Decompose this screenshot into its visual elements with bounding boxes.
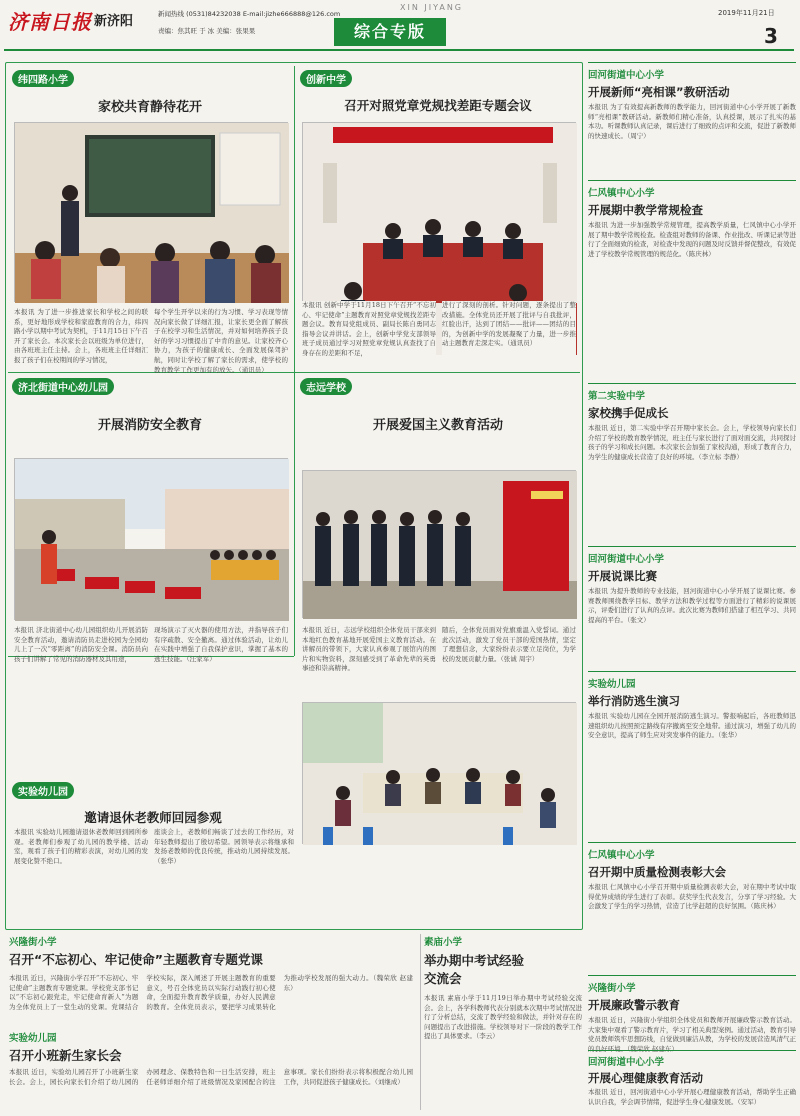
article-title: 开展廉政警示教育 [588,998,680,1012]
fire-safety-photo [14,458,288,620]
section-title: 综合专版 [353,22,426,41]
article-body: 本报讯 为了有效提高新教师的教学能力，回河街道中心小学开展了新教师“亮相课”教研活动。新教师们精心准备，认真授课，展示了扎实的基本功。听课教师认真记录，课后进行了细致的点评和交流，促进了新教师的快速成长。（周宁） [588,103,796,140]
article-title: 开展爱国主义教育活动 [372,418,503,433]
article-title: 举行消防逃生演习 [588,694,680,708]
article-dier-parents [588,383,796,543]
staff-credits: 责编：焦其旺 于 冰 美编：张果果 [158,27,256,35]
article-title: 召开期中质量检测表彰大会 [588,865,726,879]
article-chuangxin [296,66,580,370]
article-title: 召开“不忘初心、牢记使命”主题教育专题党课 [9,952,263,967]
pinyin-header: XIN JIYANG [400,3,464,12]
article-body: 本报讯 素庙小学于11月19日举办期中考试经验交流会。会上，各学科教师代表分别就本次期中考试情况进行了分析总结，交流了教学经验和做法，并针对存在的问题提出了改进措施。学校领导对下一阶段的教学工作提出了具体要求。（李云） [424,994,582,1041]
classroom-photo [14,122,288,302]
school-tag: 兴隆街小学 [588,983,636,994]
article-body: 本报讯 近日，兴隆街小学召开“不忘初心、牢记使命”主题教育专题党课。学校党支部书记以“不忘初心跟党走，牢记使命育新人”为题为全体党员上了一堂生动的党课。党课结合学校实际，深入阐述了开展主题教育的重要意义，号召全体党员以实际行动践行初心使命，全面提升教育教学质量，办好人民满意的教育。全体党员表示，要把学习成果转化为推动学校发展的强大动力。（魏荣欣 赵建东） [9,974,413,1011]
article-shiyan-drill [588,671,796,839]
article-body: 本报讯 近日，回河街道中心小学开展心理健康教育活动，帮助学生正确认识自我，学会调节情绪，促进学生身心健康发展。（安军） [588,1088,796,1106]
school-tag: 回河街道中心小学 [588,1057,665,1068]
masthead-rule [4,49,794,51]
school-tag: 创新中学 [300,70,352,87]
article-title: 开展期中教学常规检查 [588,203,703,217]
retired-teachers-photo-art [303,703,577,845]
page-number: 3 [764,24,778,48]
article-xinglong-integrity [588,975,796,1053]
article-huixiang-lecture [588,546,796,668]
school-tag: 仁风镇中心小学 [588,850,655,861]
article-title: 开展消防安全教育 [97,418,202,433]
right-column [588,62,796,1112]
issue-date: 2019年11月21日 [718,9,775,17]
article-body-right: 座谈会上，老教师们畅谈了过去的工作经历，对年轻教师提出了殷切希望。园领导表示将继承和发扬老教师的优良传统，推动幼儿园持续发展。（张华） [154,828,294,865]
article-huixiang-mental [588,1050,796,1112]
article-title: 开展心理健康教育活动 [588,1071,703,1085]
school-tag: 仁风镇中心小学 [588,188,655,199]
article-body-left: 本报讯 为了进一步推进家长和学校之间的联系，更好地形成学校和家庭教育的合力，纬四路小学以期中考试为契机，于11月15日下午召开了家长会。本次家长会以班级为单位进行，由各班班主任主持。会上，各班班主任详细汇报了孩子们在校期间的学习情况， [14,308,148,364]
article-shiyan-parents [5,1030,417,1112]
fire-safety-photo-art [15,459,289,621]
school-tag: 素庙小学 [424,937,463,948]
article-renfeng-awards [588,842,796,972]
article-body-left: 本报讯 实验幼儿园邀请退休老教师回到园所参观。老教师们参观了幼儿园的教学楼、活动室，观看了孩子们的精彩表演，对幼儿园的发展变化赞不绝口。 [14,828,148,865]
school-tag: 实验幼儿园 [9,1033,57,1044]
article-body-right: 随后，全体党员面对党旗重温入党誓词。通过此次活动，激发了党员干部的爱国热情，坚定了理想信念，大家纷纷表示要立足岗位，为学校的发展贡献力量。（张诚 周宇） [442,626,576,663]
article-title: 家校携手促成长 [588,406,669,420]
article-title: 召开对照党章党规找差距专题会议 [344,98,532,113]
school-tag: 济北街道中心幼儿园 [12,378,114,395]
article-renfeng-check [588,180,796,380]
oath-photo [302,470,576,618]
masthead [0,0,800,62]
article-body: 本报讯 为进一步加强教学常规管理，提高教学质量，仁风镇中心小学开展了期中教学常规检查。检查组对教师的备课、作业批改、听课记录等进行了全面细致的检查，对检查中发现的问题及时反馈并督促整改，有效促进了学校教学常规管理的规范化。（陈庆林） [588,221,796,258]
article-body: 本报讯 近日，第二实验中学召开期中家长会。会上，学校领导向家长们介绍了学校的教育教学情况，班主任与家长进行了面对面交流，共同探讨孩子的学习和成长问题。本次家长会加强了家校沟通，形成了教育合力，为学生的健康成长营造了良好的环境。（李立标 李静） [588,424,796,461]
article-xinglong-party [5,934,417,1028]
article-title: 开展新师“亮相课”教研活动 [588,85,730,99]
article-huixiang-new-teachers [588,62,796,177]
article-body-right: 进行了深刻的剖析。针对问题，逐条提出了整改措施。全体党员还开展了批评与自我批评，红脸出汗，达到了团结——批评——团结的目的，为创新中学的发展凝聚了力量，进一步推动主题教育走深走实。（通讯员） [442,301,576,367]
frame-divider-horizontal-1 [8,372,580,373]
school-tag: 回河街道中心小学 [588,554,665,565]
section-banner [334,18,446,46]
newspaper-logo: 济南日报 [8,10,92,34]
article-title: 召开小班新生家长会 [9,1048,122,1063]
article-weisilu [8,66,292,374]
article-body-left: 本报讯 创新中学于11月18日下午召开“不忘初心、牢记使命”主题教育对照党章党规找差距专题会议。教育局党组成员、副局长陈自勇同志指导会议并讲话。会上，创新中学党支部领导班子成员通过学习对照党章党规认真查找了自身存在的差距和不足， [302,301,436,367]
article-body: 本报讯 近日，实验幼儿园召开了小班新生家长会。会上，园长向家长们介绍了幼儿园的办园理念、保教特色和一日生活安排，班主任老师详细介绍了班级情况及家园配合的注意事项。家长们纷纷表示将积极配合幼儿园工作，共同促进孩子健康成长。（刘继成） [9,1068,413,1086]
article-title: 邀请退休老教师回园参观 [84,810,222,825]
article-xinglong-divider [420,934,421,1110]
oath-photo-art [303,471,577,619]
school-tag: 回河街道中心小学 [588,70,665,81]
article-title: 家校共育静待花开 [97,100,202,115]
edition-name: 新济阳 [94,14,134,29]
article-body: 本报讯 仁风镇中心小学召开期中质量检测表彰大会，对在期中考试中取得优异成绩的学生进行了表彰。获奖学生代表发言，分享了学习经验。大会激发了学生的学习热情，营造了比学赶超的良好氛围。（陈庆林） [588,883,796,911]
hotline: 新闻热线 (0531)84232038 E-mail:jizhe666888@126.com [158,10,341,18]
article-body: 本报讯 实验幼儿园在全园开展消防逃生演习。警报响起后，各班教师迅速组织幼儿按照预定路线有序撤离至安全地带。通过演习，增强了幼儿的安全意识，提高了师生应对突发事件的能力。（张华） [588,712,796,740]
article-title: 开展说课比赛 [588,569,657,583]
article-title: 举办期中考试经验交流会 [424,953,525,986]
retired-teachers-photo [302,702,576,844]
article-shiyan-visit [8,658,580,928]
article-sumiao [424,934,582,1110]
school-tag: 兴隆街小学 [9,937,57,948]
classroom-photo-art [15,123,289,303]
article-zhiyuan [296,374,580,704]
article-body: 本报讯 为提升教师的专业技能，回河街道中心小学开展了说课比赛。参赛教师围绕教学目标、教学方法和教学过程等方面进行了精彩的说课展示，评委们进行了认真的点评。此次比赛为教师们搭建了相互学习、共同提高的平台。（张文） [588,587,796,624]
school-tag: 纬四路小学 [12,70,74,87]
frame-divider-vertical [294,66,295,656]
article-body-left: 本报讯 济北街道中心幼儿园组织幼儿开展消防安全教育活动，邀请消防员走进校园为全园幼儿上了一次“零距离”的消防安全课。消防员向孩子们讲解了常见的消防器材及其用途， [14,626,148,663]
school-tag: 实验幼儿园 [12,782,74,799]
school-tag: 实验幼儿园 [588,679,636,690]
article-jibei [8,374,292,663]
article-body: 本报讯 近日，兴隆街小学组织全体党员和教师开展廉政警示教育活动。大家集中观看了警示教育片，学习了相关典型案例。通过活动，教育引导党员教师筑牢思想防线，自觉做到廉洁从教，为学校的发展营造风清气正的良好环境。（魏荣欣 赵建东） [588,1016,796,1053]
article-body-right: 每个学生开学以来的行为习惯、学习表现等情况向家长做了详细汇报，让家长更全面了解孩子在校学习和生活情况，并对如何培养孩子良好的学习习惯提出了中肯的意见。让家校齐心协力，为孩子的健康成长、全面发展保驾护航，同时让学校了解了家长的需求，使学校的教育教学工作更加有的放矢。（通讯员） [154,308,288,374]
school-tag: 第二实验中学 [588,391,646,402]
article-body-right: 现场演示了灭火器的使用方法，并指导孩子们有序疏散、安全撤离。通过体验活动，让幼儿在实践中增强了自我保护意识，掌握了基本的逃生技能。（汪家军） [154,626,288,663]
school-tag: 志远学校 [300,378,352,395]
article-body-left: 本报讯 近日，志远学校组织全体党员干部来到本地红色教育基地开展爱国主义教育活动。在讲解员的带领下，大家认真参观了展馆内的图片和实物资料，深刻感受到了革命先辈的英勇事迹和崇高精神。 [302,626,436,673]
